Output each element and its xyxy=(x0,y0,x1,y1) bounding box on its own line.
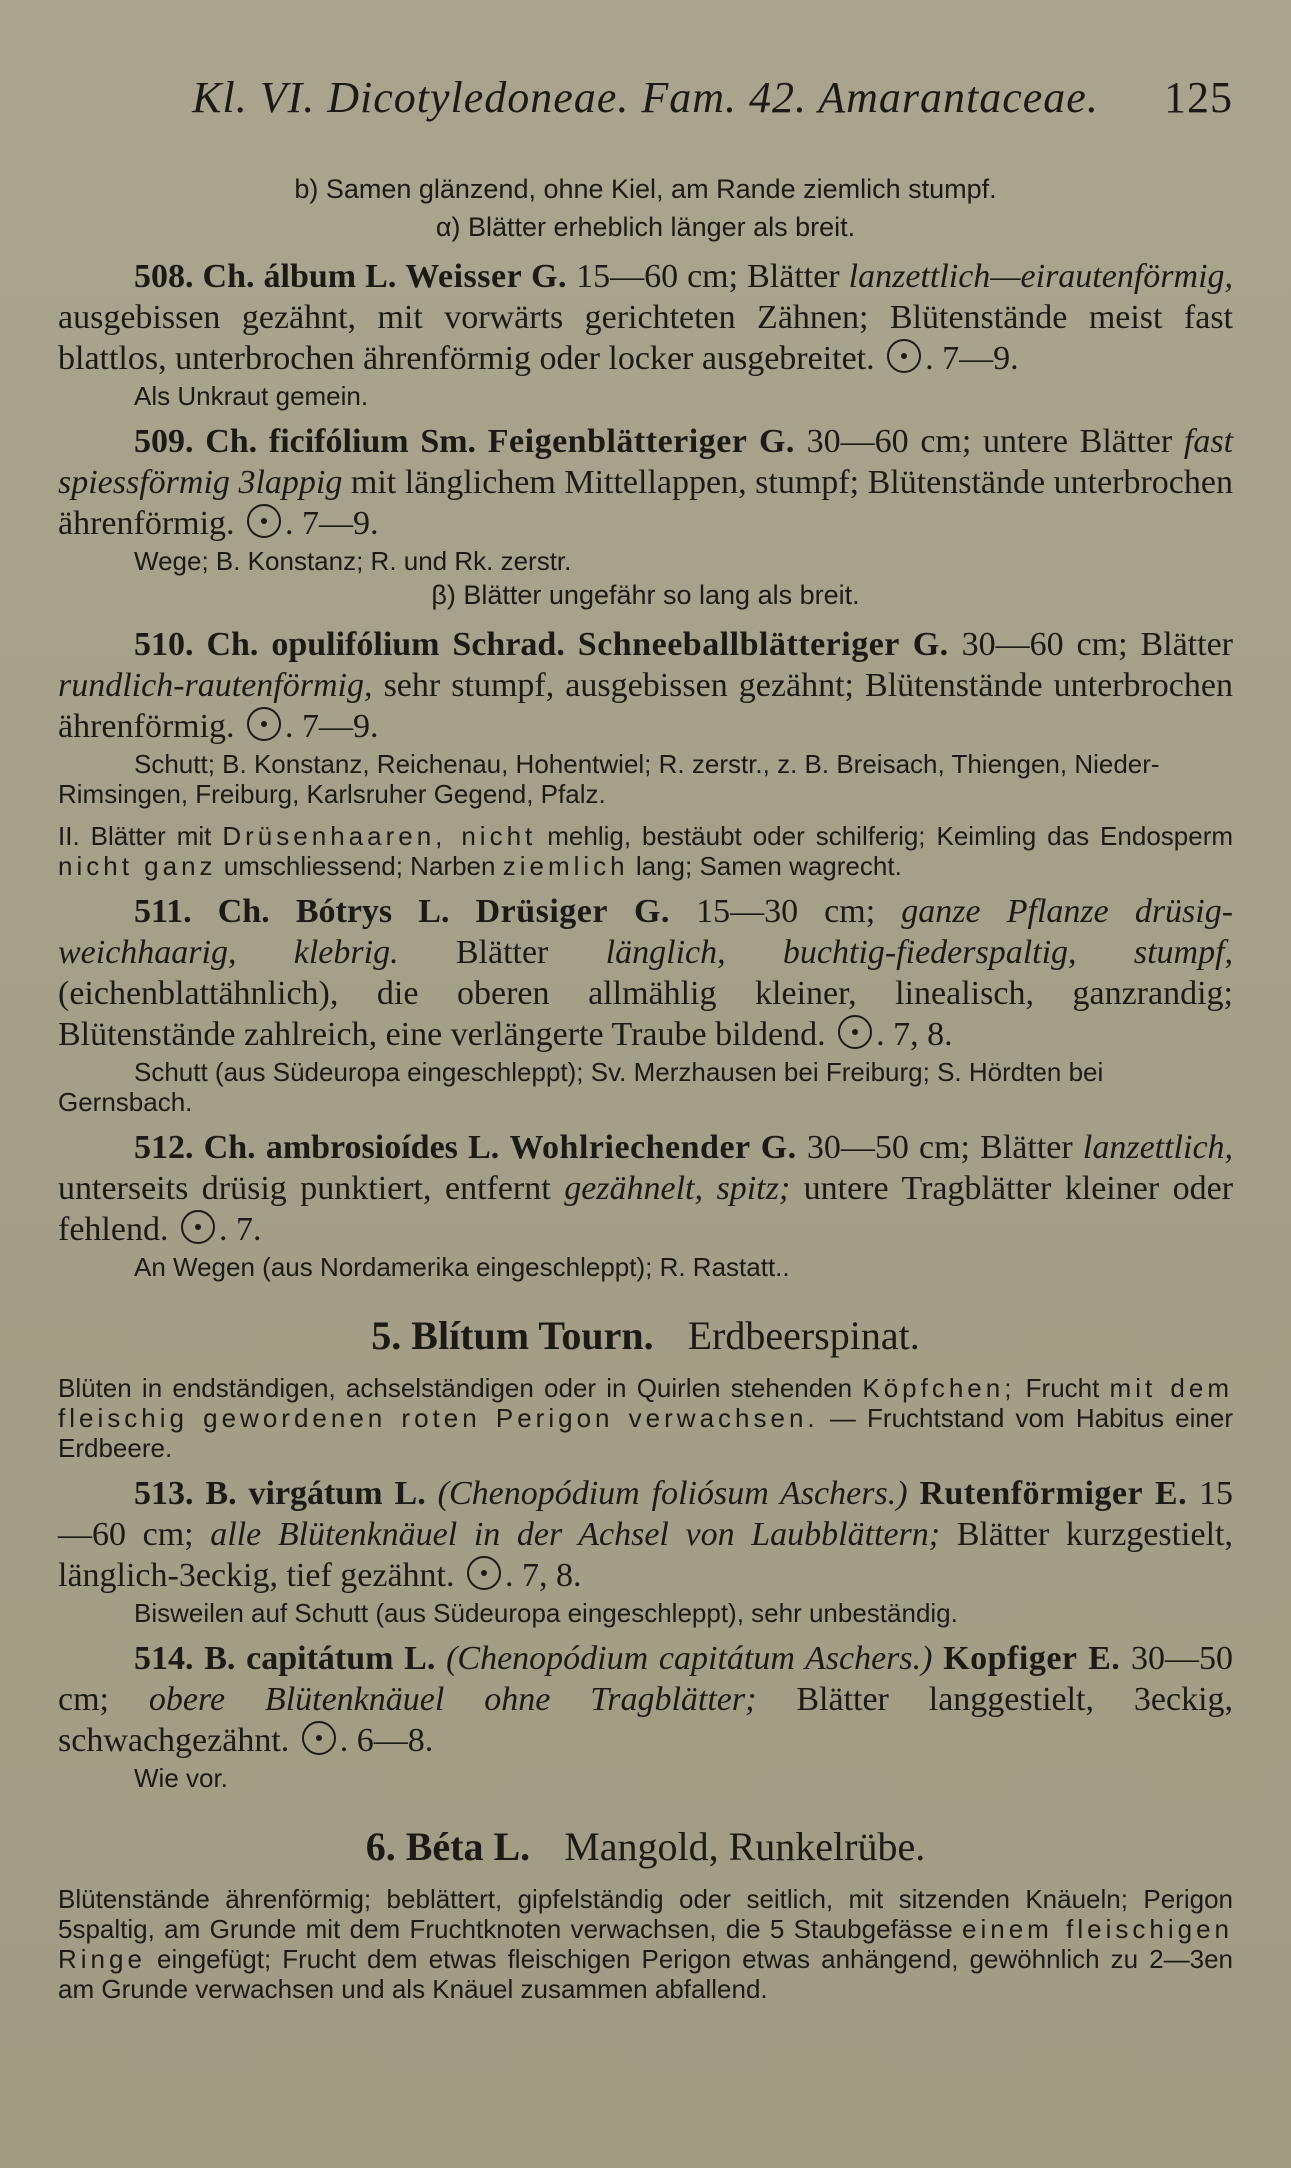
description-italic: rundlich-rautenförmig, xyxy=(58,667,373,704)
flowering-months: . 7, 8. xyxy=(876,1016,953,1053)
key-b-text: b) Samen glänzend, ohne Kiel, am Rande ziemlich stumpf. xyxy=(294,174,997,204)
vernacular-name: Weisser G. xyxy=(405,258,568,295)
description-text: sehr stumpf, ausgebissen gezähnt; Blütenstände unterbrochen ährenförmig. xyxy=(58,667,1233,745)
annual-symbol-icon xyxy=(838,1015,872,1049)
flowering-months: . 7. xyxy=(218,1211,262,1248)
vernacular-name: Kopfiger E. xyxy=(943,1640,1121,1677)
species-510 xyxy=(58,624,1233,747)
annual-symbol-icon xyxy=(302,1721,336,1755)
habitat-512: An Wegen (aus Nordamerika eingeschleppt); R. Rastatt.. xyxy=(134,1252,790,1282)
description-text: 30—60 cm; untere Blätter xyxy=(806,423,1173,460)
habitat-514: Wie vor. xyxy=(134,1763,228,1793)
habitat-508: Als Unkraut gemein. xyxy=(134,381,369,411)
synonym: (Chenopódium foliósum Aschers.) xyxy=(437,1475,908,1512)
flowering-months: . 7—9. xyxy=(925,340,1019,377)
genus-name: 5. Blítum Tourn. xyxy=(371,1313,654,1358)
genus-description-6 xyxy=(58,1884,1233,2004)
annual-symbol-icon xyxy=(467,1556,501,1590)
flowering-months: . 7—9. xyxy=(285,505,379,542)
genus-desc-text: Blüten in endständigen, achselständigen oder in Quirlen stehenden xyxy=(58,1373,853,1403)
species-number: 511. xyxy=(134,893,192,930)
genus-desc-spaced: einem fleischigen Ringe xyxy=(58,1914,1233,1974)
key-beta-text: β) Blätter ungefähr so lang als breit. xyxy=(431,580,860,610)
key-alpha xyxy=(58,208,1233,246)
description-text: 30—50 cm; xyxy=(58,1640,1234,1718)
key-II-spaced: nicht ganz xyxy=(58,851,217,881)
species-512 xyxy=(58,1127,1233,1250)
species-number: 514. xyxy=(134,1640,194,1677)
vernacular-name: Drüsiger G. xyxy=(475,893,670,930)
genus-desc-text: Frucht xyxy=(1025,1373,1100,1403)
scientific-name: Ch. opulifólium Schrad. xyxy=(206,626,565,663)
description-text: 30—50 cm; Blätter xyxy=(806,1129,1073,1166)
genus-heading-6 xyxy=(58,1823,1233,1870)
species-number: 509. xyxy=(134,423,194,460)
species-511 xyxy=(58,891,1233,1055)
key-II-text: II. Blätter mit xyxy=(58,821,212,851)
flowering-months: . 7, 8. xyxy=(505,1557,582,1594)
description-text: untere Tragblätter kleiner oder fehlend. xyxy=(58,1170,1234,1248)
key-II-text: mehlig, bestäubt oder schilferig; Keimling das Endosperm xyxy=(547,821,1234,851)
description-text: Blätter kurzgestielt, länglich-3eckig, tief gezähnt. xyxy=(58,1516,1233,1594)
description-text: unterseits drüsig punktiert, entfernt xyxy=(58,1170,551,1207)
key-b xyxy=(58,170,1233,208)
key-II-text: umschliessend; Narben xyxy=(223,851,496,881)
running-head xyxy=(58,70,1233,126)
scientific-name: B. virgátum L. xyxy=(205,1475,426,1512)
key-II-spaced: ziemlich xyxy=(502,851,629,881)
genus-desc-spaced: Köpfchen; xyxy=(862,1373,1016,1403)
description-text: 15—60 cm; Blätter xyxy=(576,258,840,295)
scientific-name: Ch. ficifólium Sm. xyxy=(205,423,477,460)
annual-symbol-icon xyxy=(247,504,281,538)
key-II-text: lang; Samen wagrecht. xyxy=(635,851,902,881)
genus-desc-text: Blütenstände ährenförmig; beblättert, gipfelständig oder seitlich, mit sitzenden Knäueln; Perigon 5spaltig, am Grunde mit dem Fruchtknoten verwachsen, die 5 Staubgefässe xyxy=(58,1884,1233,1944)
description-italic: lanzettlich, xyxy=(1082,1129,1234,1166)
vernacular-name: Feigenblätteriger G. xyxy=(487,423,795,460)
species-513 xyxy=(58,1473,1233,1596)
description-text: (eichenblattähnlich), die oberen allmählig kleiner, linealisch, ganzrandig; Blütenstände zahlreich, eine verlängerte Traube bildend. xyxy=(58,975,1233,1053)
description-text: Blätter langgestielt, 3eckig, schwachgezähnt. xyxy=(58,1681,1234,1759)
description-italic: obere Blütenknäuel ohne Tragblätter; xyxy=(148,1681,757,1718)
key-II-spaced: Drüsenhaaren, nicht xyxy=(222,821,537,851)
page-number: 125 xyxy=(1164,73,1233,122)
habitat-509: Wege; B. Konstanz; R. und Rk. zerstr. xyxy=(134,546,572,576)
description-italic: ganze Pflanze drüsig-weichhaarig, klebrig. xyxy=(58,893,1234,971)
description-italic: länglich, buchtig-fiederspaltig, stumpf, xyxy=(605,934,1234,971)
vernacular-name: Schneeballblätteriger G. xyxy=(577,626,949,663)
vernacular-name: Wohlriechender G. xyxy=(509,1129,797,1166)
annual-symbol-icon xyxy=(887,339,921,373)
description-text: mit länglichem Mittellappen, stumpf; Blütenstände unterbrochen ährenförmig. xyxy=(58,464,1233,542)
habitat-513: Bisweilen auf Schutt (aus Südeuropa eingeschleppt), sehr unbeständig. xyxy=(134,1598,958,1628)
description-italic: gezähnelt, spitz; xyxy=(564,1170,791,1207)
description-text: 15—60 cm; xyxy=(58,1475,1234,1553)
species-514 xyxy=(58,1638,1233,1761)
species-509 xyxy=(58,421,1233,544)
annual-symbol-icon xyxy=(247,707,281,741)
annual-symbol-icon xyxy=(181,1210,215,1244)
genus-desc-text: — Fruchtstand vom Habitus einer Erdbeere. xyxy=(58,1403,1233,1463)
scientific-name: Ch. Bótrys L. xyxy=(217,893,450,930)
key-II xyxy=(58,821,1233,881)
genus-common-name: Erdbeerspinat. xyxy=(687,1313,920,1358)
description-text: 15—30 cm; xyxy=(696,893,876,930)
description-italic: lanzettlich—eirautenförmig, xyxy=(848,258,1234,295)
scientific-name: B. capitátum L. xyxy=(204,1640,436,1677)
species-number: 508. xyxy=(134,258,194,295)
running-title: Kl. VI. Dicotyledoneae. Fam. 42. Amarantaceae. xyxy=(192,73,1099,122)
genus-common-name: Mangold, Runkelrübe. xyxy=(564,1824,926,1869)
description-text: 30—60 cm; Blätter xyxy=(961,626,1233,663)
genus-name: 6. Béta L. xyxy=(365,1824,531,1869)
genus-desc-spaced: mit dem fleischig gewordenen roten Perigon verwachsen. xyxy=(58,1373,1233,1433)
species-508 xyxy=(58,256,1233,379)
synonym: (Chenopódium capitátum Aschers.) xyxy=(446,1640,933,1677)
species-number: 513. xyxy=(134,1475,194,1512)
key-alpha-text: α) Blätter erheblich länger als breit. xyxy=(435,212,856,242)
description-text: ausgebissen gezähnt, mit vorwärts gerichteten Zähnen; Blütenstände meist fast blattlos, unterbrochen ährenförmig oder locker ausgebreitet. xyxy=(58,299,1233,377)
scientific-name: Ch. álbum L. xyxy=(202,258,397,295)
description-text: Blätter xyxy=(455,934,549,971)
habitat-511: Schutt (aus Südeuropa eingeschleppt); Sv. Merzhausen bei Freiburg; S. Hördten bei Gernsbach. xyxy=(58,1057,1104,1117)
habitat-510: Schutt; B. Konstanz, Reichenau, Hohentwiel; R. zerstr., z. B. Breisach, Thiengen, Nieder-Rimsingen, Freiburg, Karlsruher Gegend, Pfalz. xyxy=(58,749,1160,809)
species-number: 510. xyxy=(134,626,194,663)
genus-desc-text: eingefügt; Frucht dem etwas fleischigen Perigon etwas anhängend, gewöhnlich zu 2—3en am Grunde verwachsen und als Knäuel zusammen abfallend. xyxy=(58,1944,1234,2004)
vernacular-name: Rutenförmiger E. xyxy=(919,1475,1188,1512)
species-number: 512. xyxy=(134,1129,194,1166)
flowering-months: . 7—9. xyxy=(285,708,379,745)
flowering-months: . 6—8. xyxy=(339,1722,434,1759)
scientific-name: Ch. ambrosioídes L. xyxy=(203,1129,500,1166)
key-beta xyxy=(58,576,1233,614)
description-italic: fast spiessförmig 3lappig xyxy=(58,423,1234,501)
description-italic: alle Blütenknäuel in der Achsel von Laubblättern; xyxy=(210,1516,941,1553)
genus-heading-5 xyxy=(58,1312,1233,1359)
genus-description-5 xyxy=(58,1373,1233,1463)
